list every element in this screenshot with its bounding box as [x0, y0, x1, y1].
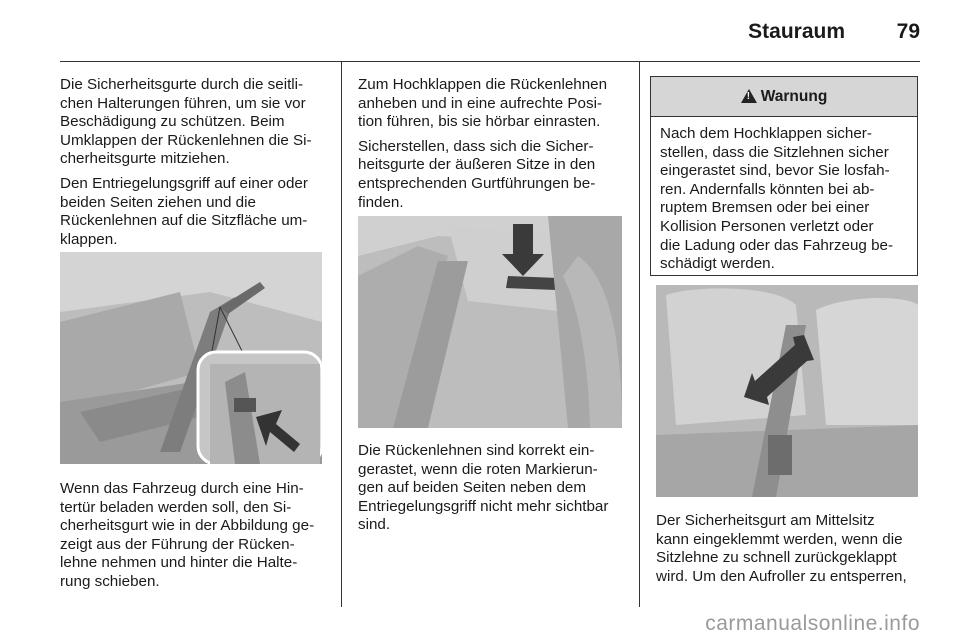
column-divider-2 — [639, 62, 640, 607]
text-line: gen auf beiden Seiten neben dem — [358, 479, 586, 497]
text-line: lehne nehmen und hinter die Halte- — [60, 554, 298, 572]
col1-paragraph-2 — [60, 175, 330, 249]
text-line: Sitzlehne zu schnell zurückgeklappt — [656, 549, 897, 567]
warning-triangle-icon — [741, 89, 757, 103]
text-line: Beschädigung zu schützen. Beim — [60, 113, 285, 131]
figure-release-handle — [358, 216, 622, 428]
text-line: die Ladung oder das Fahrzeug be- — [660, 236, 894, 254]
watermark: carmanualsonline.info — [705, 612, 920, 635]
column-1-lower — [60, 480, 330, 598]
text-line: tertür beladen werden soll, den Si- — [60, 498, 292, 516]
text-line: entsprechenden Gurtführungen be- — [358, 174, 596, 192]
text-line: ren. Andernfalls könnten bei ab- — [660, 180, 875, 198]
text-line: Sicherstellen, dass sich die Sicher- — [358, 137, 594, 155]
section-title: Stauraum — [748, 20, 845, 43]
column-3-lower — [656, 512, 926, 592]
text-line: Den Entriegelungsgriff auf einer oder — [60, 174, 308, 192]
text-line: Rückenlehnen auf die Sitzfläche um- — [60, 212, 308, 230]
text-line: wird. Um den Aufroller zu entsperren, — [656, 567, 907, 585]
text-line: Kollision Personen verletzt oder — [660, 217, 874, 235]
text-line: Der Sicherheitsgurt am Mittelsitz — [656, 512, 875, 529]
text-line: tion führen, bis sie hörbar einrasten. — [358, 113, 601, 131]
text-line: sind. — [358, 516, 391, 534]
warning-header — [651, 77, 917, 117]
text-line: Wenn das Fahrzeug durch eine Hin- — [60, 480, 304, 497]
text-line: Die Rückenlehnen sind korrekt ein- — [358, 442, 595, 459]
text-line: eingerastet sind, bevor Sie losfah- — [660, 162, 890, 180]
text-line: cherheitsgurt wie in der Abbildung ge- — [60, 517, 315, 535]
text-line: kann eingeklemmt werden, wenn die — [656, 530, 903, 548]
header-rule — [60, 61, 920, 62]
text-line: gerastet, wenn die roten Markierun- — [358, 460, 598, 478]
col2-paragraph-3 — [358, 442, 628, 535]
text-line: Zum Hochklappen die Rückenlehnen — [358, 76, 608, 93]
text-line: heitsgurte der äußeren Sitze in den — [358, 156, 596, 174]
page-number: 79 — [896, 20, 920, 43]
warning-body — [651, 117, 917, 274]
text-line: schädigt werden. — [660, 255, 775, 273]
text-line: chen Halterungen führen, um sie vor — [60, 94, 306, 112]
text-line: klappen. — [60, 230, 118, 248]
text-line: zeigt aus der Führung der Rücken- — [60, 535, 295, 553]
text-line: anheben und in eine aufrechte Posi- — [358, 94, 603, 112]
figure-seatbelt-folding — [60, 252, 322, 464]
col2-paragraph-2 — [358, 138, 628, 212]
text-line: Die Sicherheitsgurte durch die seitli- — [60, 76, 304, 93]
column-2-lower — [358, 442, 628, 541]
col2-paragraph-1 — [358, 76, 628, 132]
col3-paragraph-1 — [656, 512, 926, 586]
text-line: ruptem Bremsen oder bei einer — [660, 199, 870, 217]
warning-title: Warnung — [760, 88, 828, 105]
text-line: rung schieben. — [60, 572, 160, 590]
text-line: stellen, dass die Sitzlehnen sicher — [660, 143, 889, 161]
figure-center-seatbelt — [656, 285, 918, 497]
col1-paragraph-1 — [60, 76, 330, 169]
column-2 — [358, 76, 628, 218]
column-1 — [60, 76, 330, 255]
text-line: beiden Seiten ziehen und die — [60, 193, 256, 211]
text-line: Umklappen der Rückenlehnen die Si- — [60, 131, 312, 149]
page-header — [0, 0, 960, 62]
text-line: Entriegelungsgriff nicht mehr sichtbar — [358, 497, 609, 515]
warning-box — [650, 76, 918, 276]
text-line: Nach dem Hochklappen sicher- — [660, 125, 872, 142]
text-line: cherheitsgurte mitziehen. — [60, 150, 230, 168]
text-line: finden. — [358, 193, 404, 211]
column-divider-1 — [341, 62, 342, 607]
col1-paragraph-3 — [60, 480, 330, 592]
